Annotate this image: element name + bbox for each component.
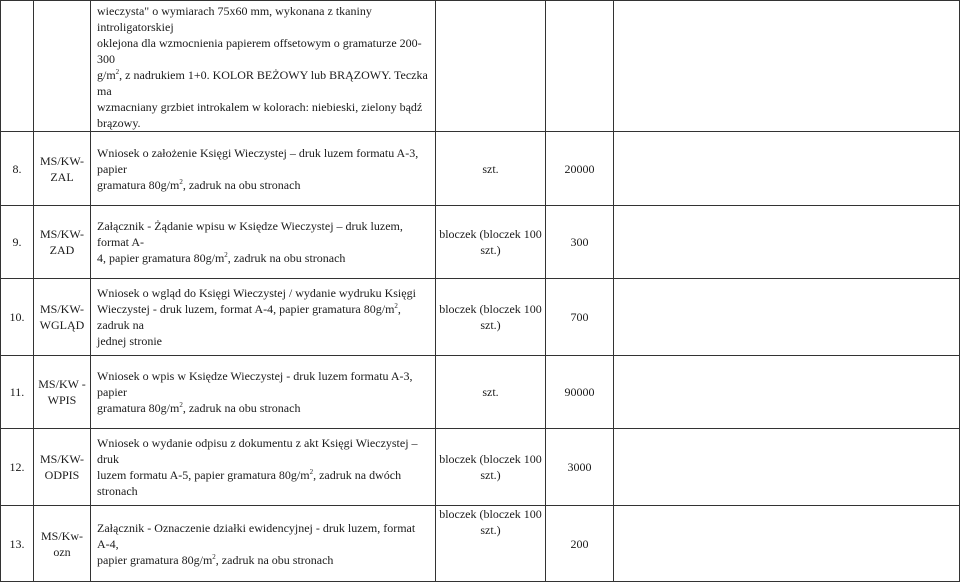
table-row xyxy=(1,132,960,206)
table-row xyxy=(1,429,960,506)
cell-sym-empty xyxy=(34,1,91,132)
superscript: 2 xyxy=(224,251,228,259)
table-row xyxy=(1,206,960,279)
form-symbol: MS/KW- ZAD xyxy=(34,206,91,279)
quantity: 300 xyxy=(546,206,614,279)
row-number: 13. xyxy=(1,506,34,582)
quantity: 3000 xyxy=(546,429,614,506)
quantity: 700 xyxy=(546,279,614,356)
superscript: 2 xyxy=(394,302,398,310)
row-number: 9. xyxy=(1,206,34,279)
desc-line: , z nadrukiem 1+0. KOLOR BEŻOWY lub BRĄZOWY. Teczka ma xyxy=(97,68,428,98)
desc-line: g/m xyxy=(97,68,116,82)
cell-description: Załącznik - Żądanie wpisu w Księdze Wieczystej – druk luzem, format A- 4, papier gramatura $80g/m^2$, zadruk na obu stronach xyxy=(91,206,436,279)
row-number: 12. xyxy=(1,429,34,506)
cell-description: Wniosek o wydanie odpisu z dokumentu z akt Księgi Wieczystej – druk luzem formatu A-5, papier gramatura $80g/m^2$, zadruk na dwóch stronach xyxy=(91,429,436,506)
unit: bloczek (bloczek 100 szt.) xyxy=(436,206,546,279)
cell-rest-empty xyxy=(614,506,960,582)
cell-description: Wniosek o wgląd do Księgi Wieczystej / wydanie wydruku Księgi Wieczystej - druk luzem, format A-4, papier gramatura $80g/m^2$, zadruk na jednej stronie xyxy=(91,279,436,356)
cell-unit-empty xyxy=(436,1,546,132)
cell-rest-empty xyxy=(614,356,960,429)
unit: bloczek (bloczek 100 szt.) xyxy=(436,279,546,356)
table-row xyxy=(1,356,960,429)
cell-rest-empty xyxy=(614,1,960,132)
cell-num-empty xyxy=(1,1,34,132)
desc-line: wzmacniany grzbiet introkalem w kolorach: niebieski, zielony bądź xyxy=(97,100,423,114)
form-symbol: MS/Kw- ozn xyxy=(34,506,91,582)
row-number: 11. xyxy=(1,356,34,429)
quantity: 90000 xyxy=(546,356,614,429)
superscript: 2 xyxy=(212,552,216,561)
cell-description: Wniosek o wpis w Księdze Wieczystej - druk luzem formatu A-3, papier gramatura $80g/m^2$, zadruk na obu stronach xyxy=(91,356,436,429)
unit: bloczek (bloczek 100 szt.) xyxy=(436,429,546,506)
cell-rest-empty xyxy=(614,279,960,356)
cell-rest-empty xyxy=(614,429,960,506)
superscript: 2 xyxy=(179,401,183,409)
desc-line: wieczysta" o wymiarach 75x60 mm, wykonana z tkaniny introligatorskiej xyxy=(97,4,372,34)
unit: szt. xyxy=(436,132,546,206)
unit: szt. xyxy=(436,356,546,429)
desc-line: brązowy. xyxy=(97,116,141,130)
cell-description: Wniosek o założenie Księgi Wieczystej – druk luzem formatu A-3, papier gramatura $80g/m^2$, zadruk na obu stronach xyxy=(91,132,436,206)
cell-rest-empty xyxy=(614,132,960,206)
form-symbol: MS/KW- WGLĄD xyxy=(34,279,91,356)
unit: bloczek (bloczek 100 szt.) xyxy=(436,506,546,582)
quantity: 20000 xyxy=(546,132,614,206)
superscript: 2 xyxy=(179,177,183,186)
table-row-continuation xyxy=(1,1,960,132)
superscript: 2 xyxy=(309,468,314,476)
form-symbol: MS/KW- ODPIS xyxy=(34,429,91,506)
form-symbol: MS/KW - WPIS xyxy=(34,356,91,429)
row-number: 8. xyxy=(1,132,34,206)
cell-description xyxy=(91,1,436,132)
desc-line: oklejona dla wzmocnienia papierem offsetowym o gramaturze 200-300 xyxy=(97,36,422,66)
superscript: 2 xyxy=(115,68,120,76)
cell-description: Załącznik - Oznaczenie działki ewidencyjnej - druk luzem, format A-4, papier gramatura $80g/m^2$, zadruk na obu stronach xyxy=(91,506,436,582)
cell-rest-empty xyxy=(614,206,960,279)
table-row xyxy=(1,279,960,356)
row-number: 10. xyxy=(1,279,34,356)
cell-qty-empty xyxy=(546,1,614,132)
form-symbol: MS/KW- ZAL xyxy=(34,132,91,206)
table-row xyxy=(1,506,960,582)
quantity: 200 xyxy=(546,506,614,582)
